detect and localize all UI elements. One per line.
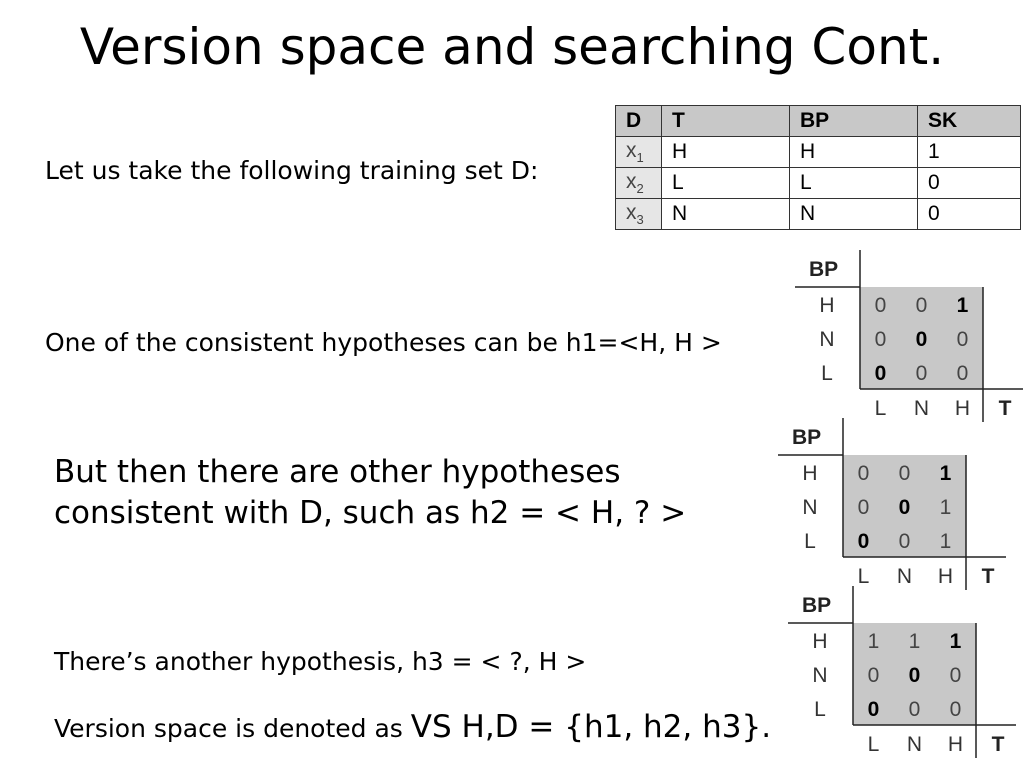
hypothesis-h3-text: There’s another hypothesis, h3 = < ?, H >: [54, 647, 587, 676]
grid-svg: [795, 250, 1023, 422]
grid-cell-value: 1: [939, 530, 952, 553]
grid-cell-value: 0: [915, 362, 928, 385]
cell-t: L: [662, 168, 790, 199]
column-label: N: [913, 397, 930, 420]
grid-cell-value: 0: [874, 362, 887, 385]
training-table-header: [616, 106, 1021, 137]
grid-cell-value: 0: [874, 294, 887, 317]
grid-cell-value: 0: [956, 362, 969, 385]
grid-cell-value: 0: [898, 496, 911, 519]
table-row: [616, 168, 1021, 199]
hypothesis-h2-line1: But then there are other hypotheses: [54, 454, 621, 490]
grid-cell-value: 0: [908, 698, 921, 721]
column-label: H: [947, 733, 964, 756]
row-label: H: [802, 462, 818, 485]
hypothesis-h2-text: [54, 452, 686, 534]
grid-cell-value: 0: [857, 496, 870, 519]
slide-title: Version space and searching Cont.: [79, 18, 945, 76]
row-label: N: [802, 496, 818, 519]
grid-cell-value: 0: [874, 328, 887, 351]
table-row: [616, 137, 1021, 168]
version-space-prefix: Version space is denoted as: [54, 714, 411, 743]
header-bp: BP: [790, 106, 918, 137]
y-axis-title: BP: [802, 594, 832, 617]
x-axis-title: T: [981, 565, 995, 588]
version-space-formula: VS H,D = {h1, h2, h3}.: [410, 709, 772, 745]
grid-cell-value: 0: [915, 294, 928, 317]
x-axis-title: T: [998, 397, 1012, 420]
header-d: D: [616, 106, 662, 137]
column-label: L: [857, 565, 870, 588]
cell-sk: 1: [918, 137, 1021, 168]
column-label: N: [896, 565, 913, 588]
header-sk: SK: [918, 106, 1021, 137]
row-label: N: [812, 664, 828, 687]
row-label: $x_2$: [616, 168, 662, 199]
cell-sk: 0: [918, 168, 1021, 199]
column-label: N: [906, 733, 923, 756]
cell-bp: L: [790, 168, 918, 199]
grid-cell-value: 0: [949, 698, 962, 721]
version-space-text: [54, 706, 771, 750]
row-label: L: [804, 530, 816, 553]
training-table: [615, 105, 1021, 230]
grid-cell-value: 1: [939, 496, 952, 519]
grid-cell-value: 1: [939, 462, 952, 485]
header-t: T: [662, 106, 790, 137]
row-label: $x_3$: [616, 199, 662, 230]
grid-cell-value: 0: [857, 462, 870, 485]
grid-svg: [778, 418, 1006, 590]
hypothesis-h2-line2: consistent with D, such as h2 = < H, ? >: [54, 495, 687, 531]
hypothesis-grid-h3: [788, 586, 1016, 758]
row-label: L: [821, 362, 833, 385]
cell-sk: 0: [918, 199, 1021, 230]
column-label: H: [954, 397, 971, 420]
grid-cell-value: 1: [908, 630, 921, 653]
column-label: L: [867, 733, 880, 756]
hypothesis-h1-text: One of the consistent hypotheses can be h1=<H, H >: [45, 328, 722, 357]
hypothesis-grid-h2: [778, 418, 1006, 590]
y-axis-title: BP: [792, 426, 822, 449]
column-label: H: [937, 565, 954, 588]
row-label: H: [812, 630, 828, 653]
training-set-text: Let us take the following training set D:: [45, 156, 539, 185]
grid-cell-value: 1: [949, 630, 962, 653]
grid-cell-value: 0: [898, 462, 911, 485]
table-row: [616, 199, 1021, 230]
hypothesis-grid-h1: [795, 250, 1023, 422]
grid-cell-value: 0: [857, 530, 870, 553]
x-axis-title: T: [991, 733, 1005, 756]
row-label: L: [814, 698, 826, 721]
grid-cell-value: 0: [867, 664, 880, 687]
grid-cell-value: 0: [915, 328, 928, 351]
row-label: H: [819, 294, 835, 317]
grid-cell-value: 0: [867, 698, 880, 721]
grid-cell-value: 0: [898, 530, 911, 553]
y-axis-title: BP: [809, 258, 839, 281]
grid-svg: [788, 586, 1016, 758]
grid-cell-value: 1: [956, 294, 969, 317]
row-label: N: [819, 328, 835, 351]
grid-cell-value: 1: [867, 630, 880, 653]
cell-t: H: [662, 137, 790, 168]
row-label: $x_1$: [616, 137, 662, 168]
column-label: L: [874, 397, 887, 420]
cell-bp: H: [790, 137, 918, 168]
grid-cell-value: 0: [956, 328, 969, 351]
cell-bp: N: [790, 199, 918, 230]
cell-t: N: [662, 199, 790, 230]
grid-cell-value: 0: [908, 664, 921, 687]
grid-cell-value: 0: [949, 664, 962, 687]
